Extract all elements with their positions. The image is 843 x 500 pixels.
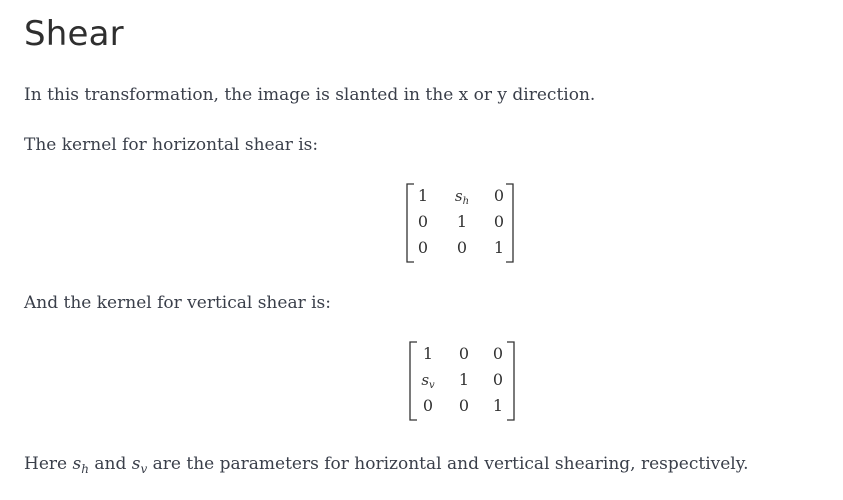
var-s-h-base: s xyxy=(72,454,82,474)
closing-suffix: are the parameters for horizontal and vertical shearing, respectively. xyxy=(152,454,749,474)
var-s-v-base: s xyxy=(131,454,141,474)
left-bracket xyxy=(410,342,417,420)
right-bracket xyxy=(507,342,514,420)
var-s-h xyxy=(72,454,88,474)
intro-paragraph: In this transformation, the image is slanted in the x or y direction. xyxy=(24,85,596,105)
var-s-v-sub: v xyxy=(140,462,148,476)
horizontal-kernel-label: The kernel for horizontal shear is: xyxy=(24,135,319,155)
matrix-cell: 0 xyxy=(492,344,504,363)
matrix-cell: 0 xyxy=(458,396,470,415)
closing-and: and xyxy=(94,454,127,474)
matrix-cell: 0 xyxy=(417,212,429,231)
matrix-cell: 0 xyxy=(456,238,468,257)
closing-prefix: Here xyxy=(24,454,68,474)
var-s-h-sub: h xyxy=(81,462,89,476)
matrix-cell: 1 xyxy=(422,344,434,363)
right-bracket xyxy=(506,184,513,262)
section-heading: Shear xyxy=(24,14,124,54)
matrix-cell: 0 xyxy=(493,212,505,231)
horizontal-shear-matrix xyxy=(405,182,525,264)
left-bracket xyxy=(407,184,414,262)
matrix-cell: 0 xyxy=(417,238,429,257)
matrix-cell: 1 xyxy=(492,396,504,415)
matrix-cell: 0 xyxy=(458,344,470,363)
matrix-cells xyxy=(421,344,503,415)
matrix-cell: 1 xyxy=(458,370,470,389)
matrix-cell: 0 xyxy=(492,370,504,389)
matrix-cell: sh xyxy=(454,187,470,207)
matrix-cell: sv xyxy=(421,371,435,391)
matrix-cell: 0 xyxy=(493,186,505,205)
matrix-cell: 1 xyxy=(493,238,505,257)
vertical-shear-matrix xyxy=(408,340,528,422)
matrix-cell: 1 xyxy=(417,186,429,205)
matrix-cells xyxy=(418,186,504,257)
closing-paragraph xyxy=(24,452,748,481)
var-s-v xyxy=(132,454,148,474)
matrix-cell: 0 xyxy=(422,396,434,415)
vertical-kernel-label: And the kernel for vertical shear is: xyxy=(24,293,331,313)
matrix-cell: 1 xyxy=(456,212,468,231)
